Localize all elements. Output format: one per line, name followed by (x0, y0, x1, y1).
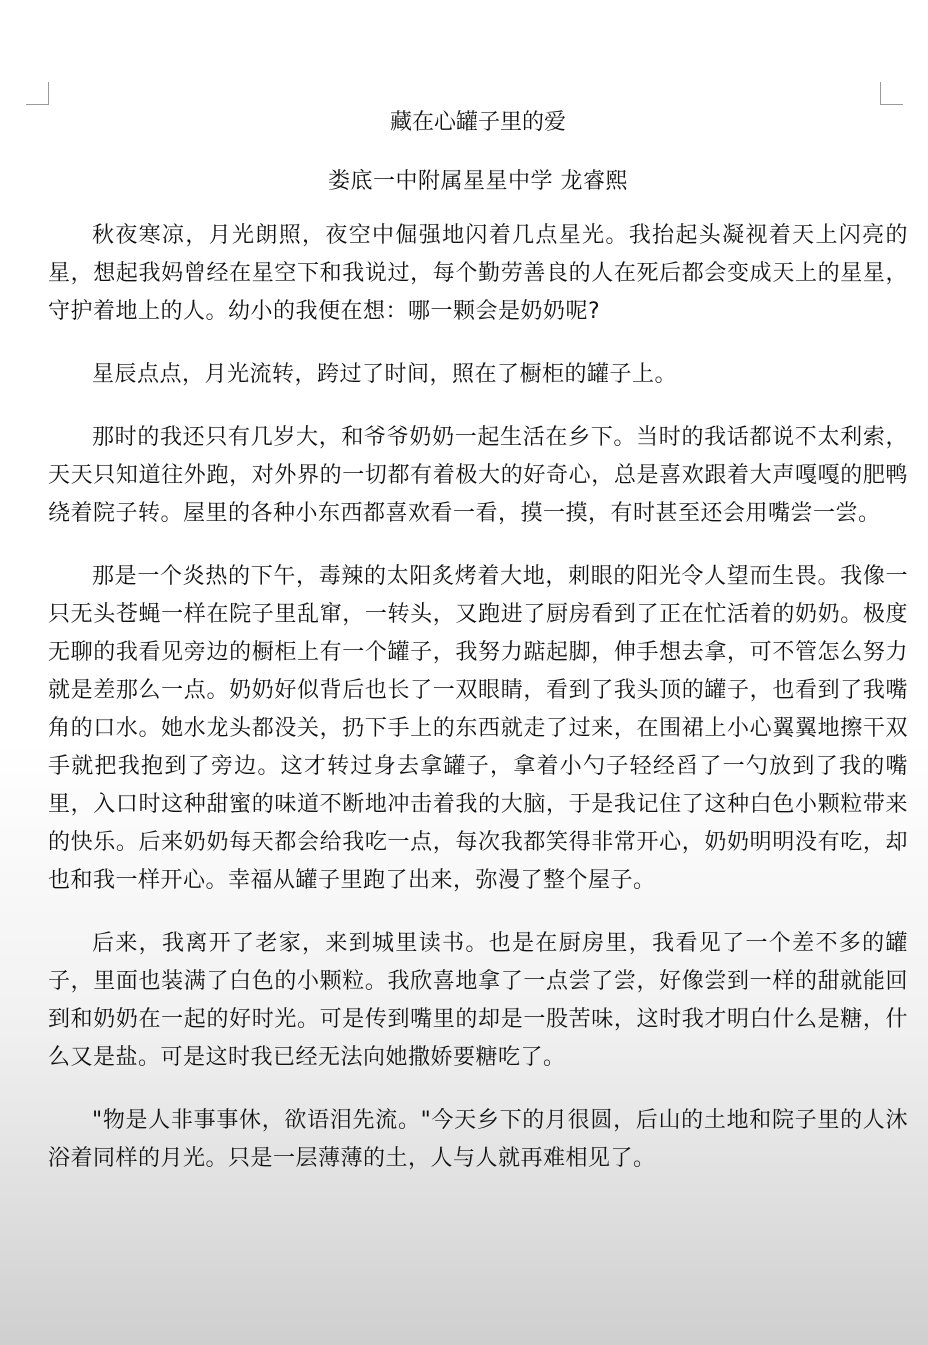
page-corner-mark-right (880, 82, 903, 105)
paragraph-3: 那时的我还只有几岁大，和爷爷奶奶一起生活在乡下。当时的我话都说不太利索，天天只知道往外跑，对外界的一切都有着极大的好奇心，总是喜欢跟着大声嘎嘎的肥鸭绕着院子转。屋里的各种小东西都喜欢看一看，摸一摸，有时甚至还会用嘴尝一尝。 (48, 425, 908, 526)
paragraph-1: 秋夜寒凉，月光朗照，夜空中倔强地闪着几点星光。我抬起头凝视着天上闪亮的星，想起我妈曾经在星空下和我说过，每个勤劳善良的人在死后都会变成天上的星星，守护着地上的人。幼小的我便在想：哪一颗会是奶奶呢? (48, 223, 908, 324)
paragraph-5: 后来，我离开了老家，来到城里读书。也是在厨房里，我看见了一个差不多的罐子，里面也装满了白色的小颗粒。我欣喜地拿了一点尝了尝，好像尝到一样的甜就能回到和奶奶在一起的好时光。可是传到嘴里的却是一股苦味，这时我才明白什么是糖，什么又是盐。可是这时我已经无法向她撒娇要糖吃了。 (48, 931, 908, 1070)
document-body (48, 104, 908, 1178)
page-corner-mark-left (26, 82, 49, 105)
author-line: 娄底一中附属星星中学 龙睿熙 (328, 169, 628, 194)
paragraph-2: 星辰点点，月光流转，跨过了时间，照在了橱柜的罐子上。 (92, 362, 678, 387)
paragraph-4: 那是一个炎热的下午，毒辣的太阳炙烤着大地，刺眼的阳光令人望而生畏。我像一只无头苍蝇一样在院子里乱窜，一转头，又跑进了厨房看到了正在忙活着的奶奶。极度无聊的我看见旁边的橱柜上有一个罐子，我努力踮起脚，伸手想去拿，可不管怎么努力就是差那么一点。奶奶好似背后也长了一双眼睛，看到了我头顶的罐子，也看到了我嘴角的口水。她水龙头都没关，扔下手上的东西就走了过来，在围裙上小心翼翼地擦干双手就把我抱到了旁边。这才转过身去拿罐子，拿着小勺子轻经舀了一勺放到了我的嘴里，入口时这种甜蜜的味道不断地冲击着我的大脑，于是我记住了这种白色小颗粒带来的快乐。后来奶奶每天都会给我吃一点，每次我都笑得非常开心，奶奶明明没有吃，却也和我一样开心。幸福从罐子里跑了出来，弥漫了整个屋子。 (48, 564, 908, 893)
document-title: 藏在心罐子里的爱 (389, 110, 566, 135)
paragraph-6: "物是人非事事休，欲语泪先流。"今天乡下的月很圆，后山的土地和院子里的人沐浴着同样的月光。只是一层薄薄的土，人与人就再难相见了。 (48, 1108, 908, 1171)
